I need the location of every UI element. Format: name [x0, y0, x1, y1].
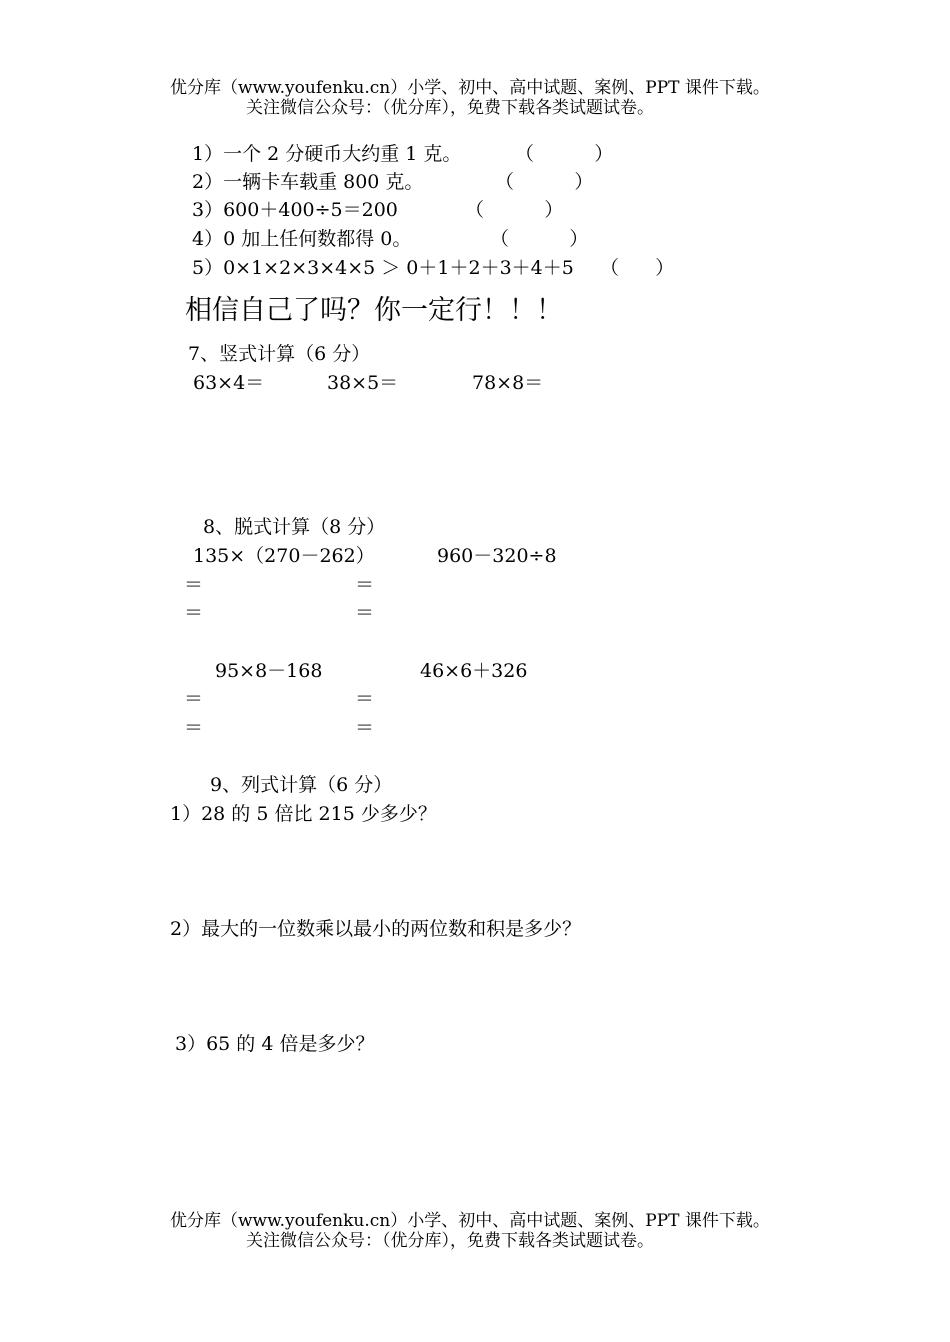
encouragement-text: 相信自己了吗？你一定行！！！ — [185, 295, 563, 326]
judge-item-4: 4）0 加上任何数都得 0。 — [192, 228, 412, 250]
judge-paren-3: （ ） — [465, 199, 564, 221]
sec9-question-1: 1）28 的 5 倍比 215 少多少？ — [170, 803, 437, 825]
sec8-expr-3: 95×8－168 — [215, 660, 323, 682]
sec9-title: 9、列式计算（6 分） — [210, 774, 393, 796]
sec7-item-1: 63×4＝ — [193, 372, 265, 394]
sec8-title: 8、脱式计算（8 分） — [203, 516, 386, 538]
sec8-eq: ＝ — [184, 688, 204, 710]
judge-item-5: 5）0×1×2×3×4×5 ＞ 0＋1＋2＋3＋4＋5 — [192, 257, 574, 279]
judge-item-1: 1）一个 2 分硬币大约重 1 克。 — [192, 143, 462, 165]
sec8-eq: ＝ — [355, 574, 375, 596]
header-line-1: 优分库（www.youfenku.cn）小学、初中、高中试题、案例、PPT 课件下载。 — [170, 78, 770, 98]
sec8-eq: ＝ — [184, 602, 204, 624]
sec8-eq: ＝ — [355, 717, 375, 739]
sec9-question-3: 3）65 的 4 倍是多少？ — [175, 1033, 375, 1055]
footer-line-2: 关注微信公众号：（优分库），免费下载各类试题试卷。 — [246, 1231, 654, 1251]
sec9-question-2: 2）最大的一位数乘以最小的两位数和积是多少？ — [170, 918, 582, 940]
judge-paren-4: （ ） — [490, 228, 589, 250]
judge-paren-1: （ ） — [515, 143, 614, 165]
header-line-2: 关注微信公众号：（优分库），免费下载各类试题试卷。 — [246, 98, 654, 118]
sec8-eq: ＝ — [184, 717, 204, 739]
judge-item-3: 3）600＋400÷5＝200 — [192, 199, 398, 221]
sec8-eq: ＝ — [355, 602, 375, 624]
judge-paren-2: （ ） — [495, 171, 594, 193]
sec8-expr-2: 960－320÷8 — [437, 545, 557, 567]
sec7-item-3: 78×8＝ — [472, 372, 544, 394]
judge-paren-5: （ ） — [600, 257, 675, 279]
sec8-eq: ＝ — [355, 688, 375, 710]
sec7-item-2: 38×5＝ — [327, 372, 399, 394]
sec8-eq: ＝ — [184, 574, 204, 596]
sec8-expr-4: 46×6＋326 — [420, 660, 528, 682]
judge-item-2: 2）一辆卡车载重 800 克。 — [192, 171, 424, 193]
sec8-expr-1: 135×（270－262） — [193, 545, 375, 567]
sec7-title: 7、竖式计算（6 分） — [188, 343, 371, 365]
footer-line-1: 优分库（www.youfenku.cn）小学、初中、高中试题、案例、PPT 课件下载。 — [170, 1211, 770, 1231]
